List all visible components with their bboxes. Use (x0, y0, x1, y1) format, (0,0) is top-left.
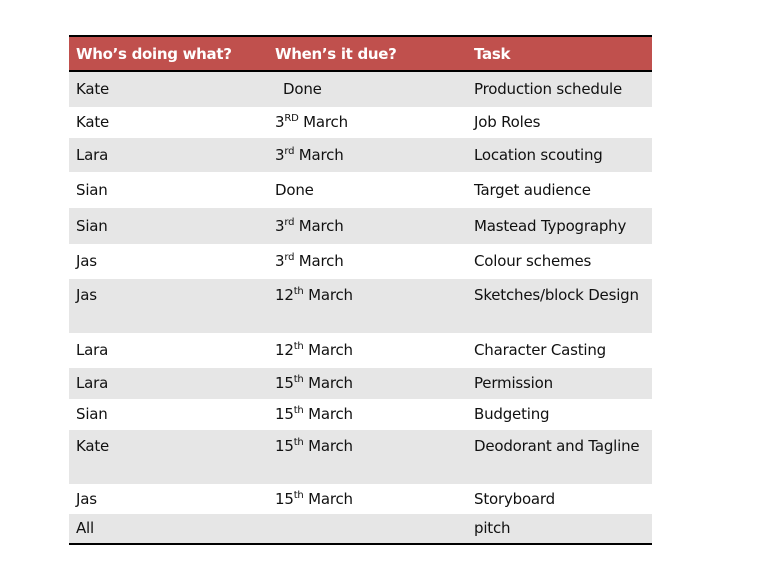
due-suffix: th (293, 286, 304, 297)
table-row (69, 244, 652, 279)
due-month: March (303, 341, 353, 359)
due-day: Done (275, 180, 314, 199)
cell-who: Lara (76, 145, 109, 164)
due-day: 15 (275, 489, 294, 508)
header-who: Who’s doing what? (76, 44, 232, 63)
table-row (69, 208, 652, 244)
due-suffix: th (293, 437, 304, 448)
header-row (69, 36, 652, 71)
cell-due (268, 138, 467, 172)
header-due: When’s it due? (275, 44, 397, 63)
cell-task: Permission (474, 374, 553, 392)
due-day: 12 (275, 286, 294, 304)
cell-who: Jas (76, 286, 97, 304)
cell-task: Character Casting (474, 341, 606, 359)
cell-task: Sketches/block Design (474, 286, 639, 304)
cell-who: Sian (76, 216, 108, 235)
table-row (69, 430, 652, 484)
cell-who: All (76, 519, 94, 537)
due-month: March (303, 489, 353, 508)
cell-task: Job Roles (474, 113, 541, 131)
due-day: 3 (275, 113, 285, 131)
cell-who: Kate (76, 80, 110, 98)
cell-who: Kate (76, 437, 110, 455)
table-row (69, 333, 652, 368)
cell-who: Lara (76, 341, 109, 359)
cell-who: Jas (76, 252, 97, 270)
due-day: 3 (275, 252, 285, 270)
cell-due (268, 71, 467, 107)
table-header (69, 36, 652, 71)
due-month: March (294, 145, 344, 164)
due-month: March (303, 286, 353, 304)
table-row (69, 368, 652, 399)
due-month: March (303, 405, 353, 423)
cell-due (268, 107, 467, 138)
due-month: March (303, 374, 353, 392)
due-month: March (303, 437, 353, 455)
cell-due (268, 484, 467, 514)
table-row (69, 138, 652, 172)
cell-task: Production schedule (474, 80, 622, 98)
due-day: 3 (275, 216, 285, 235)
due-suffix: th (293, 374, 304, 385)
due-suffix: rd (284, 252, 295, 263)
table-row (69, 484, 652, 514)
table-row (69, 71, 652, 107)
due-suffix: rd (284, 216, 295, 228)
due-month: March (298, 113, 348, 131)
due-day: Done (283, 80, 322, 98)
cell-who: Jas (76, 489, 97, 508)
due-month: March (294, 216, 344, 235)
due-suffix: th (293, 341, 304, 352)
due-day: 12 (275, 341, 294, 359)
cell-task: Colour schemes (474, 252, 592, 270)
table-row (69, 399, 652, 430)
cell-task: Location scouting (474, 145, 603, 164)
due-suffix: th (293, 405, 304, 416)
cell-task: Target audience (474, 180, 591, 199)
due-suffix: rd (284, 145, 295, 157)
cell-task: Budgeting (474, 405, 550, 423)
table-row (69, 172, 652, 208)
task-allocation-table (69, 35, 652, 545)
cell-due (268, 172, 467, 208)
due-month: March (294, 252, 344, 270)
header-task: Task (474, 44, 511, 63)
cell-who: Kate (76, 113, 110, 131)
cell-task: pitch (474, 519, 511, 537)
due-suffix: th (293, 489, 304, 501)
cell-due (268, 333, 467, 368)
due-day: 3 (275, 145, 285, 164)
cell-who: Sian (76, 405, 108, 423)
table-body (69, 71, 652, 544)
cell-task: Deodorant and Tagline (474, 437, 640, 455)
cell-due (268, 430, 467, 484)
cell-who: Sian (76, 180, 108, 199)
due-suffix: RD (284, 113, 299, 124)
cell-due (268, 279, 467, 333)
cell-due (268, 514, 467, 544)
cell-due (268, 244, 467, 279)
cell-due (268, 208, 467, 244)
cell-who: Lara (76, 374, 109, 392)
cell-due (268, 399, 467, 430)
table-row (69, 279, 652, 333)
cell-task: Mastead Typography (474, 216, 627, 235)
cell-task: Storyboard (474, 489, 555, 508)
due-day: 15 (275, 405, 294, 423)
table-row (69, 107, 652, 138)
cell-due (268, 368, 467, 399)
due-day: 15 (275, 374, 294, 392)
table-row (69, 514, 652, 544)
due-day: 15 (275, 437, 294, 455)
